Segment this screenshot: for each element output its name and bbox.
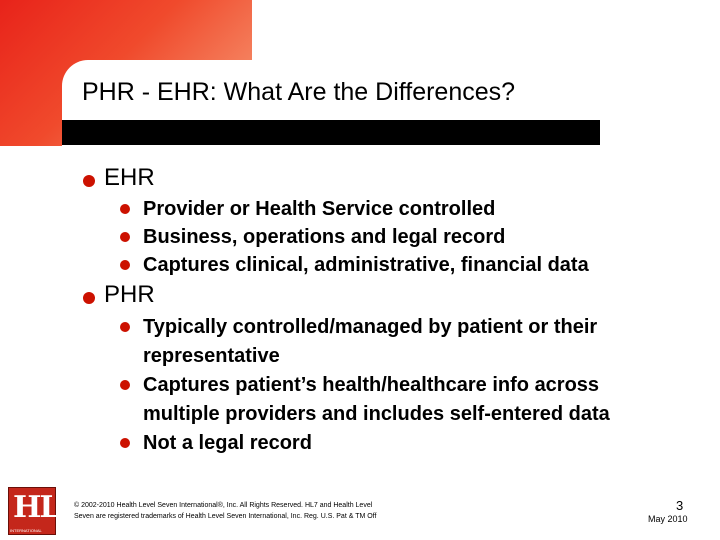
section-label-ehr: EHR (104, 164, 155, 191)
phr-item: Not a legal record (143, 432, 312, 454)
slide-title: PHR - EHR: What Are the Differences? (82, 78, 516, 106)
bullet-icon (83, 175, 95, 187)
hl7-logo (8, 487, 78, 535)
section-label-phr: PHR (104, 281, 155, 308)
footer-date: May 2010 (648, 514, 688, 524)
bullet-icon (83, 292, 95, 304)
copyright-notice: © 2002-2010 Health Level Seven International®, Inc. All Rights Reserved. HL7 and Health Level Seven are registered trademarks of Health Level Seven International, Inc. Reg. U.S. Pat & TM Off (74, 502, 377, 520)
logo-text: HL7 (13, 490, 78, 525)
ehr-item: Business, operations and legal record (143, 226, 506, 248)
bullet-icon (120, 380, 130, 390)
phr-item-line: Typically controlled/managed by patient or their (143, 316, 598, 338)
bullet-icon (120, 232, 130, 242)
logo-subtext: INTERNATIONAL (10, 528, 42, 533)
phr-item-line: Captures patient’s health/healthcare info across (143, 374, 600, 396)
phr-item-line: representative (143, 345, 280, 367)
phr-item-line: multiple providers and includes self-entered data (143, 403, 610, 425)
ehr-item: Captures clinical, administrative, financial data (143, 254, 589, 276)
title-underline-bar (62, 120, 600, 145)
bullet-icon (120, 260, 130, 270)
bullet-icon (120, 322, 130, 332)
ehr-item: Provider or Health Service controlled (143, 198, 496, 220)
bullet-icon (120, 204, 130, 214)
page-number: 3 (676, 498, 684, 513)
bullet-icon (120, 438, 130, 448)
